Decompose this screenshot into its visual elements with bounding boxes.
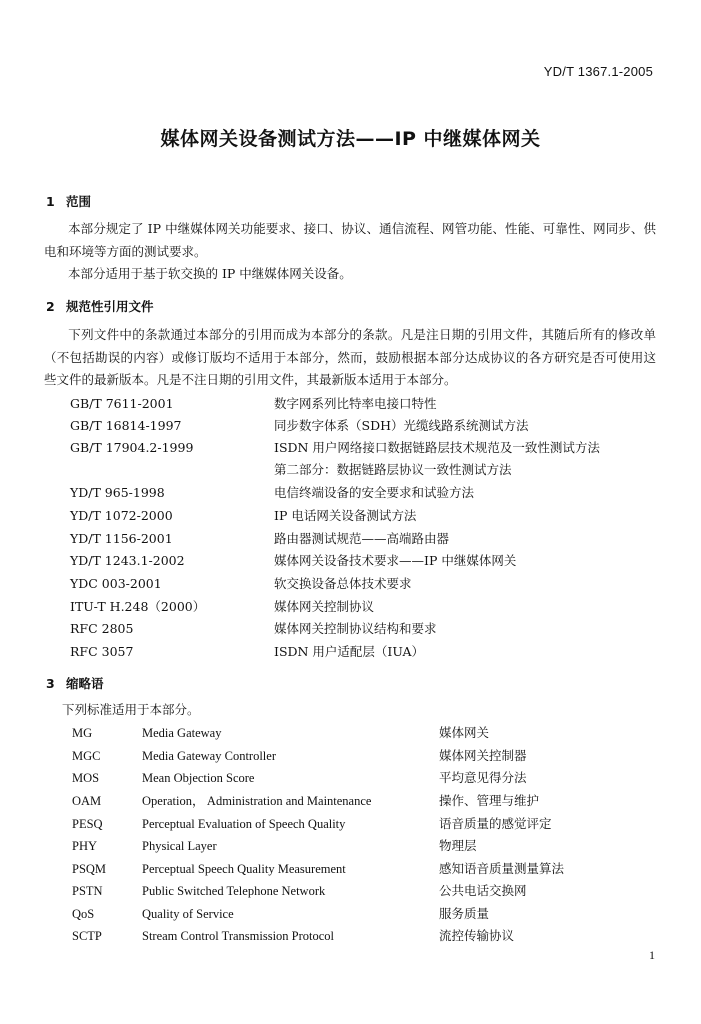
abbreviation: MG	[72, 726, 93, 740]
reference-code: GB/T 16814-1997	[70, 418, 182, 433]
reference-code: YD/T 1072-2000	[70, 508, 173, 523]
reference-row	[70, 528, 660, 550]
reference-title: 电信终端设备的安全要求和试验方法	[274, 485, 475, 500]
abbreviation-chinese: 平均意见得分法	[439, 770, 527, 785]
abbreviation-row	[72, 858, 662, 880]
reference-row	[70, 505, 660, 527]
abbreviation-english: Media Gateway	[142, 726, 222, 740]
scope-paragraph-2	[44, 263, 656, 286]
section-title: 范围	[66, 194, 92, 209]
scope-paragraph-1	[44, 218, 656, 263]
reference-code: ITU-T H.248（2000）	[70, 599, 206, 614]
section-number: 3	[46, 676, 55, 691]
refs-paragraph	[44, 324, 656, 392]
reference-code: YDC 003-2001	[70, 576, 162, 591]
abbreviation-chinese: 语音质量的感觉评定	[439, 816, 552, 831]
reference-row	[70, 641, 660, 663]
abbreviation-row	[72, 813, 662, 835]
reference-row	[70, 482, 660, 504]
abbreviation-english: Mean Objection Score	[142, 771, 255, 785]
abbreviation-chinese: 感知语音质量测量算法	[439, 861, 565, 876]
document-title: 媒体网关设备测试方法——IP 中继媒体网关	[160, 128, 541, 150]
reference-code: RFC 2805	[70, 621, 134, 636]
reference-code: GB/T 7611-2001	[70, 396, 174, 411]
reference-title: 数字网系列比特率电接口特性	[274, 396, 437, 411]
reference-row	[70, 596, 660, 618]
abbreviation-chinese: 操作、管理与维护	[439, 793, 540, 808]
reference-title: ISDN 用户网络接口数据链路层技术规范及一致性测试方法	[274, 440, 600, 455]
abbreviation-english: Quality of Service	[142, 907, 234, 921]
reference-title: 第二部分：数据链路层协议一致性测试方法	[274, 462, 512, 477]
reference-row	[70, 573, 660, 595]
section-heading-scope	[46, 192, 91, 210]
reference-title: ISDN 用户适配层（IUA）	[274, 644, 425, 659]
abbreviation: MOS	[72, 771, 100, 785]
reference-row	[70, 550, 660, 572]
reference-row	[70, 459, 660, 481]
reference-row	[70, 437, 660, 459]
abbreviation-chinese: 媒体网关控制器	[439, 748, 527, 763]
reference-row	[70, 618, 660, 640]
abbreviation-chinese: 服务质量	[439, 906, 490, 921]
reference-code: YD/T 965-1998	[70, 485, 165, 500]
abbreviation-row	[72, 745, 662, 767]
reference-code: YD/T 1243.1-2002	[70, 553, 185, 568]
reference-row	[70, 415, 660, 437]
reference-title: 媒体网关设备技术要求——IP 中继媒体网关	[274, 553, 517, 568]
abbreviation-english: Physical Layer	[142, 839, 217, 853]
reference-code: YD/T 1156-2001	[70, 531, 173, 546]
abbreviation: SCTP	[72, 929, 102, 943]
section-number: 1	[46, 194, 55, 209]
document-code: YD/T 1367.1-2005	[543, 64, 653, 79]
reference-title: 媒体网关控制协议	[274, 599, 375, 614]
section-title: 规范性引用文件	[66, 299, 154, 314]
section-number: 2	[46, 299, 55, 314]
reference-title: 同步数字体系（SDH）光缆线路系统测试方法	[274, 418, 529, 433]
abbreviation-english: Media Gateway Controller	[142, 749, 276, 763]
abbreviation-chinese: 媒体网关	[439, 725, 490, 740]
reference-title: 路由器测试规范——高端路由器	[274, 531, 450, 546]
abbreviation-row	[72, 925, 662, 947]
abbreviation-row	[72, 835, 662, 857]
abbreviation-row	[72, 880, 662, 902]
section-title: 缩略语	[66, 676, 104, 691]
abbreviation: PESQ	[72, 817, 103, 831]
reference-code: RFC 3057	[70, 644, 134, 659]
abbrs-intro: 下列标准适用于本部分。	[62, 702, 200, 717]
refs-paragraph-text: 下列文件中的条款通过本部分的引用而成为本部分的条款。凡是注日期的引用文件，其随后所有的修改单（不包括勘误的内容）或修订版均不适用于本部分，然而，鼓励根据本部分达成协议的各方研究是否可使用这些文件的最新版本。凡是不注日期的引用文件，其最新版本适用于本部分。	[44, 327, 656, 387]
abbreviation: OAM	[72, 794, 102, 808]
page-number: 1	[649, 948, 655, 962]
scope-paragraph-2-text: 本部分适用于基于软交换的 IP 中继媒体网关设备。	[68, 266, 352, 281]
section-heading-refs	[46, 297, 154, 315]
abbreviation-chinese: 物理层	[439, 838, 477, 853]
abbreviation: MGC	[72, 749, 101, 763]
abbreviation-row	[72, 722, 662, 744]
abbreviation-english: Public Switched Telephone Network	[142, 884, 326, 898]
abbreviation: QoS	[72, 907, 95, 921]
abbreviation: PSQM	[72, 862, 107, 876]
section-heading-abbrs	[46, 674, 104, 692]
abbreviation-row	[72, 790, 662, 812]
abbreviation: PSTN	[72, 884, 103, 898]
abbreviation-english: Perceptual Evaluation of Speech Quality	[142, 817, 346, 831]
abbreviation-chinese: 流控传输协议	[439, 928, 515, 943]
abbreviation-chinese: 公共电话交换网	[439, 883, 527, 898]
reference-title: 媒体网关控制协议结构和要求	[274, 621, 437, 636]
abbreviation-row	[72, 767, 662, 789]
abbreviation-english: Operation， Administration and Maintenance	[142, 794, 372, 808]
scope-paragraph-1-text: 本部分规定了 IP 中继媒体网关功能要求、接口、协议、通信流程、网管功能、性能、可靠性、网同步、供电和环境等方面的测试要求。	[44, 221, 656, 259]
reference-row	[70, 393, 660, 415]
reference-title: 软交换设备总体技术要求	[274, 576, 412, 591]
reference-title: IP 电话网关设备测试方法	[274, 508, 417, 523]
abbreviation: PHY	[72, 839, 98, 853]
abbreviation-english: Stream Control Transmission Protocol	[142, 929, 335, 943]
abbreviation-row	[72, 903, 662, 925]
reference-code: GB/T 17904.2-1999	[70, 440, 194, 455]
abbreviation-english: Perceptual Speech Quality Measurement	[142, 862, 346, 876]
